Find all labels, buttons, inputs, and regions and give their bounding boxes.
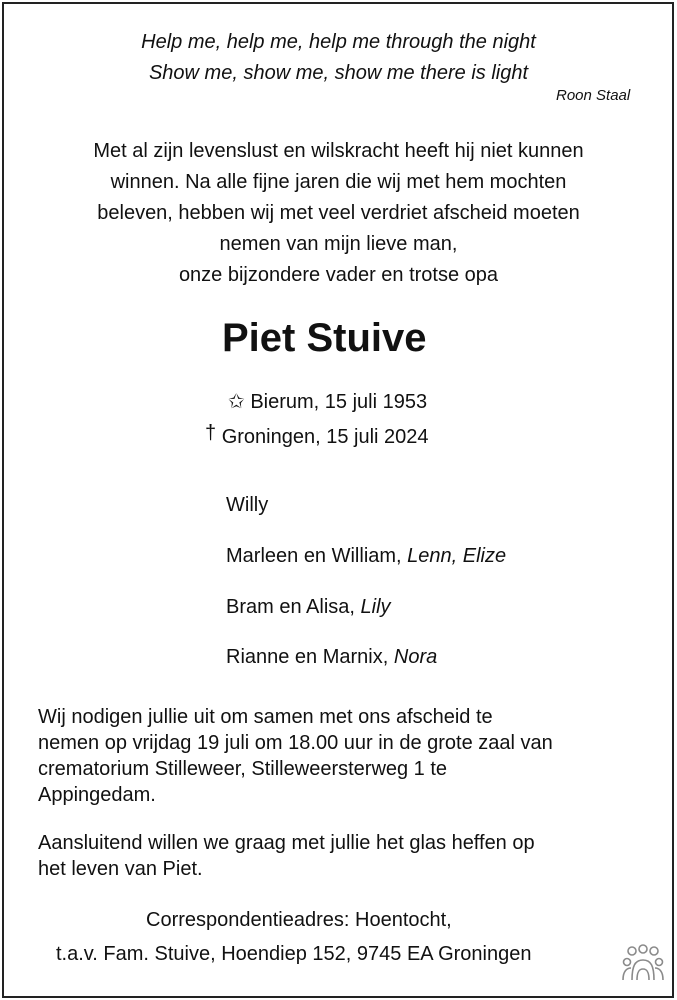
family-line-3-grandchildren: Lily xyxy=(360,596,391,618)
family-line-1: Willy xyxy=(226,494,269,516)
star-icon: ✩ xyxy=(228,391,245,413)
intro-line-3: beleven, hebben wij met veel verdriet afscheid moeten xyxy=(97,202,580,224)
family-line-4-names: Rianne en Marnix, xyxy=(226,646,394,668)
deceased-name: Piet Stuive xyxy=(222,316,427,360)
invitation-line-1: Wij nodigen jullie uit om samen met ons afscheid te xyxy=(38,706,493,728)
birth-row xyxy=(228,389,427,414)
invitation-line-3: crematorium Stilleweer, Stilleweersterweg 1 te xyxy=(38,758,448,780)
correspondence-line-2: t.a.v. Fam. Stuive, Hoendiep 152, 9745 EA Groningen xyxy=(56,943,532,965)
intro-line-5: onze bijzondere vader en trotse opa xyxy=(178,264,499,286)
reception-line-2: het leven van Piet. xyxy=(38,858,203,880)
quote-line-1: Help me, help me, help me through the night xyxy=(141,31,536,53)
birth-info: Bierum, 15 juli 1953 xyxy=(250,391,428,413)
family-group-icon xyxy=(620,944,666,984)
invitation-line-2: nemen op vrijdag 19 juli om 18.00 uur in de grote zaal van xyxy=(38,732,553,754)
family-line-4-grandchildren: Nora xyxy=(393,646,438,668)
intro-line-2: winnen. Na alle fijne jaren die wij met hem mochten xyxy=(110,171,567,193)
death-row xyxy=(205,422,429,449)
quote-line-2: Show me, show me, show me there is light xyxy=(148,62,529,84)
cross-icon: † xyxy=(205,422,217,444)
family-line-3 xyxy=(226,596,391,619)
quote-author: Roon Staal xyxy=(556,87,631,104)
reception-line-1: Aansluitend willen we graag met jullie het glas heffen op xyxy=(38,832,535,854)
family-line-4 xyxy=(226,646,437,669)
family-line-2 xyxy=(226,545,506,568)
family-line-2-names: Marleen en William, xyxy=(226,545,408,567)
correspondence-line-1: Correspondentieadres: Hoentocht, xyxy=(146,909,452,931)
family-line-2-grandchildren: Lenn, Elize xyxy=(407,545,507,567)
invitation-line-4: Appingedam. xyxy=(38,784,156,806)
death-info: Groningen, 15 juli 2024 xyxy=(221,426,429,448)
family-line-3-names: Bram en Alisa, xyxy=(226,596,361,618)
intro-line-4: nemen van mijn lieve man, xyxy=(219,233,458,255)
intro-line-1: Met al zijn levenslust en wilskracht heeft hij niet kunnen xyxy=(93,140,584,162)
